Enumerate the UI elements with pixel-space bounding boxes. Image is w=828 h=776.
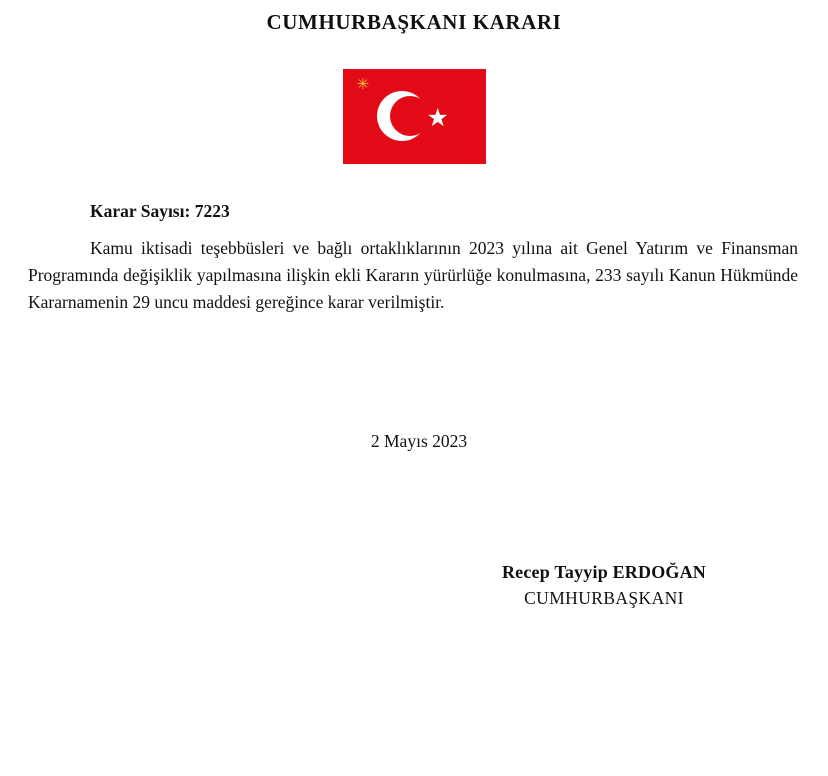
signatory-role: CUMHURBAŞKANI <box>524 588 684 609</box>
decision-number-label: Karar Sayısı: <box>90 201 191 221</box>
body-paragraph: Kamu iktisadi teşebbüsleri ve bağlı ortaklıklarının 2023 yılına ait Genel Yatırım ve Finansman Programında değişiklik yapılmasına ilişkin ekli Kararın yürürlüğe konulmasına, 233 sayılı Kanun Hükmünde Kararnamenin 29 uncu maddesi gereğince karar verilmiştir. <box>28 238 798 313</box>
turkish-flag-icon <box>343 69 486 164</box>
document-page <box>0 10 828 776</box>
decision-number-value: 7223 <box>194 201 230 221</box>
emblem-container <box>0 69 828 164</box>
decision-number-line <box>90 201 828 222</box>
sun-mark-icon: ✳ <box>356 75 370 93</box>
document-date: 2 Mayıs 2023 <box>370 431 468 452</box>
signature-block <box>0 562 828 609</box>
page-title: CUMHURBAŞKANI KARARI <box>266 10 562 34</box>
star-icon: ★ <box>426 103 449 132</box>
crescent-inner-icon <box>390 96 430 136</box>
signatory-name: Recep Tayyip ERDOĞAN <box>501 562 707 583</box>
